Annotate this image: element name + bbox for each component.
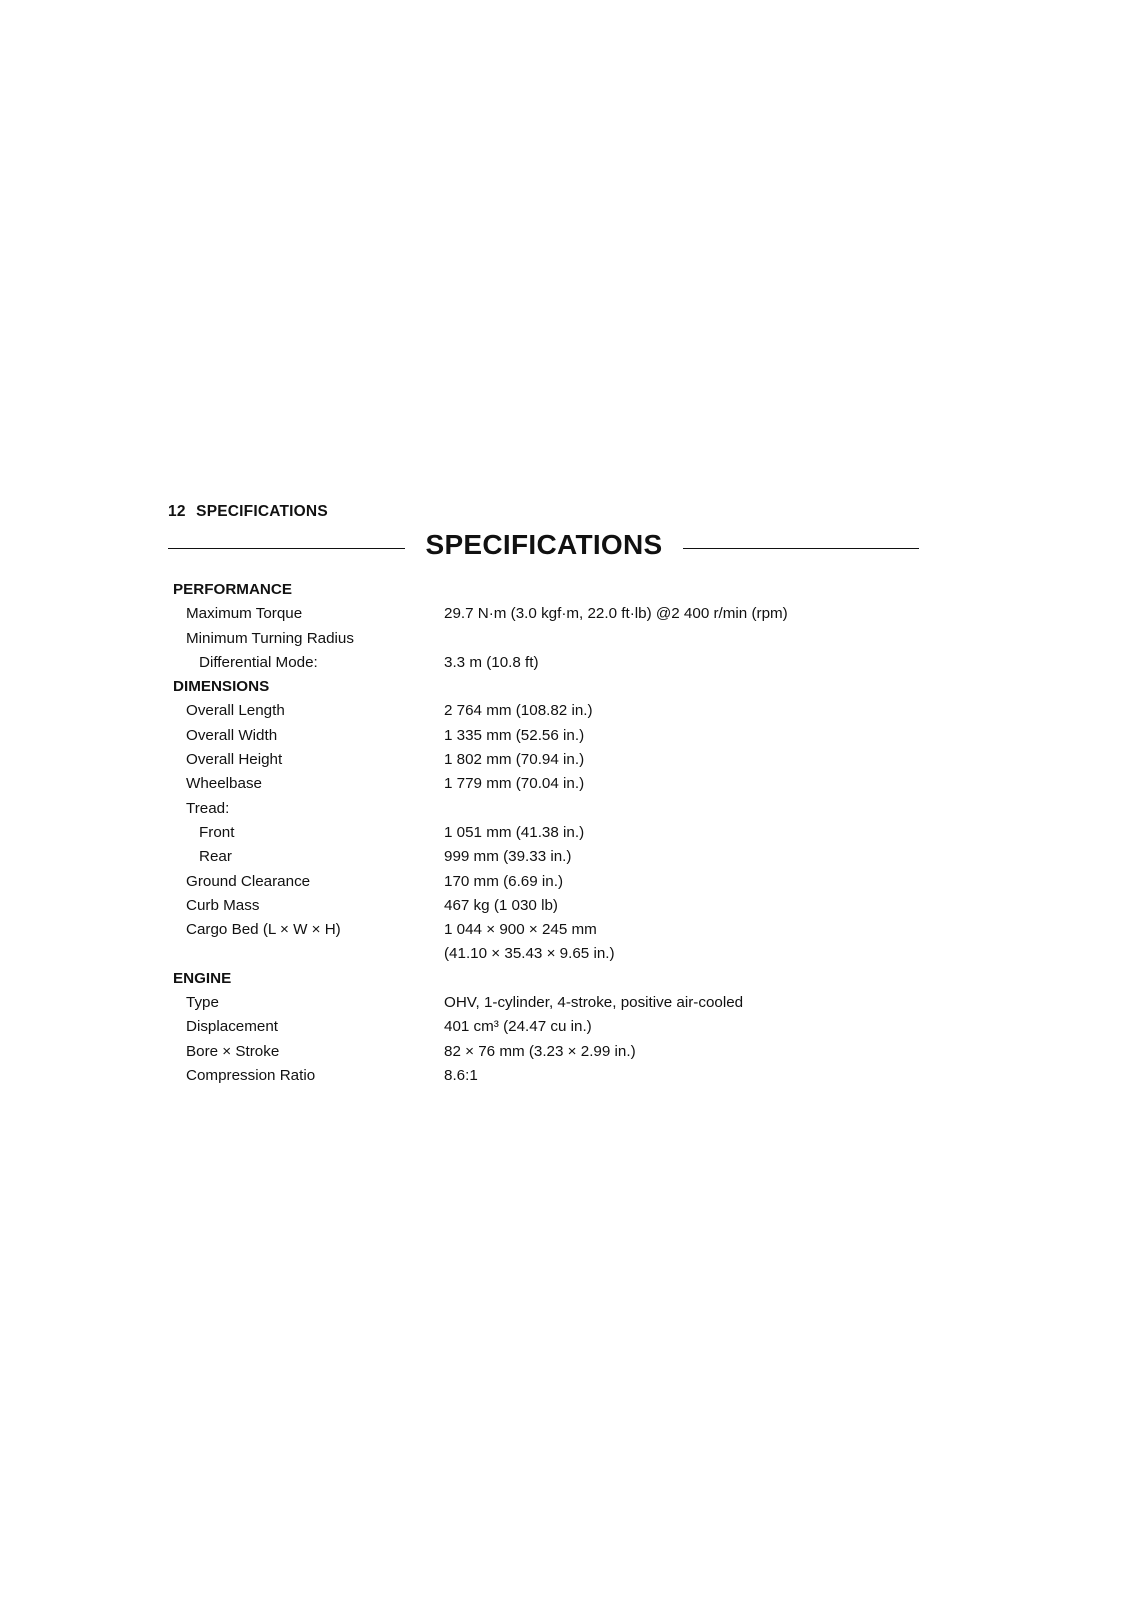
spec-row-tread-front (0, 821, 1130, 845)
spec-label: Type (186, 994, 219, 1012)
spec-label: Overall Height (186, 751, 283, 769)
title-rule-right (683, 548, 919, 549)
spec-row-overall-width (0, 724, 1130, 748)
spec-row-tread-rear (0, 845, 1130, 869)
spec-label: Differential Mode: (199, 653, 318, 671)
spec-label: Cargo Bed (L × W × H) (186, 921, 341, 939)
spec-row-overall-height (0, 748, 1130, 772)
section-heading-engine (0, 967, 1130, 991)
section-heading-dimensions (0, 675, 1130, 699)
spec-row-max-torque (0, 602, 1130, 626)
spec-label: Displacement (186, 1018, 279, 1036)
spec-value: 1 802 mm (70.94 in.) (444, 751, 585, 769)
spec-label: Front (199, 823, 235, 841)
spec-value: 1 779 mm (70.04 in.) (444, 775, 585, 793)
spec-value: 82 × 76 mm (3.23 × 2.99 in.) (444, 1042, 636, 1060)
spec-row-bore-stroke (0, 1040, 1130, 1064)
spec-value: 401 cm³ (24.47 cu in.) (444, 1018, 592, 1036)
spec-label: Ground Clearance (186, 872, 311, 890)
section-heading-label: ENGINE (173, 969, 232, 987)
spec-label: Overall Length (186, 702, 285, 720)
title-rule-left (168, 548, 405, 549)
section-heading-performance (0, 578, 1130, 602)
spec-label: Overall Width (186, 726, 278, 744)
spec-row-cargo-bed (0, 918, 1130, 942)
spec-value: 467 kg (1 030 lb) (444, 896, 558, 914)
spec-list (0, 578, 1130, 1088)
spec-row-wheelbase (0, 772, 1130, 796)
spec-row-curb-mass (0, 894, 1130, 918)
spec-row-ground-clearance (0, 870, 1130, 894)
spec-label: Rear (199, 848, 232, 866)
section-heading-label: PERFORMANCE (173, 581, 292, 598)
spec-label: Minimum Turning Radius (186, 629, 354, 647)
spec-value: 170 mm (6.69 in.) (444, 872, 564, 890)
section-heading-label: DIMENSIONS (173, 678, 270, 696)
running-title: SPECIFICATIONS (196, 503, 328, 520)
spec-row-engine-type (0, 991, 1130, 1015)
spec-row-min-turning-radius (0, 627, 1130, 651)
spec-value: 29.7 N·m (3.0 kgf·m, 22.0 ft·lb) @2 400 r/min (rpm) (444, 605, 788, 623)
spec-label: Maximum Torque (186, 605, 303, 623)
spec-label: Curb Mass (186, 896, 260, 914)
spec-row-compression-ratio (0, 1064, 1130, 1088)
spec-value: OHV, 1-cylinder, 4-stroke, positive air-cooled (444, 994, 744, 1012)
spec-value: 1 051 mm (41.38 in.) (444, 823, 585, 841)
spec-value: 3.3 m (10.8 ft) (444, 653, 539, 671)
spec-value: 1 044 × 900 × 245 mm (444, 921, 597, 939)
spec-row-overall-length (0, 699, 1130, 723)
page-title: SPECIFICATIONS (425, 529, 663, 560)
spec-value: 8.6:1 (444, 1066, 478, 1084)
spec-row-tread (0, 797, 1130, 821)
running-header (168, 503, 328, 521)
spec-value: 1 335 mm (52.56 in.) (444, 726, 585, 744)
spec-row-displacement (0, 1015, 1130, 1039)
page-number: 12 (168, 503, 186, 520)
spec-row-cargo-bed-inches (0, 942, 1130, 966)
spec-label: Bore × Stroke (186, 1042, 280, 1060)
spec-value: 2 764 mm (108.82 in.) (444, 702, 593, 720)
spec-row-differential-mode (0, 651, 1130, 675)
spec-label: Compression Ratio (186, 1066, 316, 1084)
spec-value: 999 mm (39.33 in.) (444, 848, 572, 866)
spec-label: Tread: (186, 799, 230, 817)
spec-value: (41.10 × 35.43 × 9.65 in.) (444, 945, 615, 963)
spec-label: Wheelbase (186, 775, 262, 793)
